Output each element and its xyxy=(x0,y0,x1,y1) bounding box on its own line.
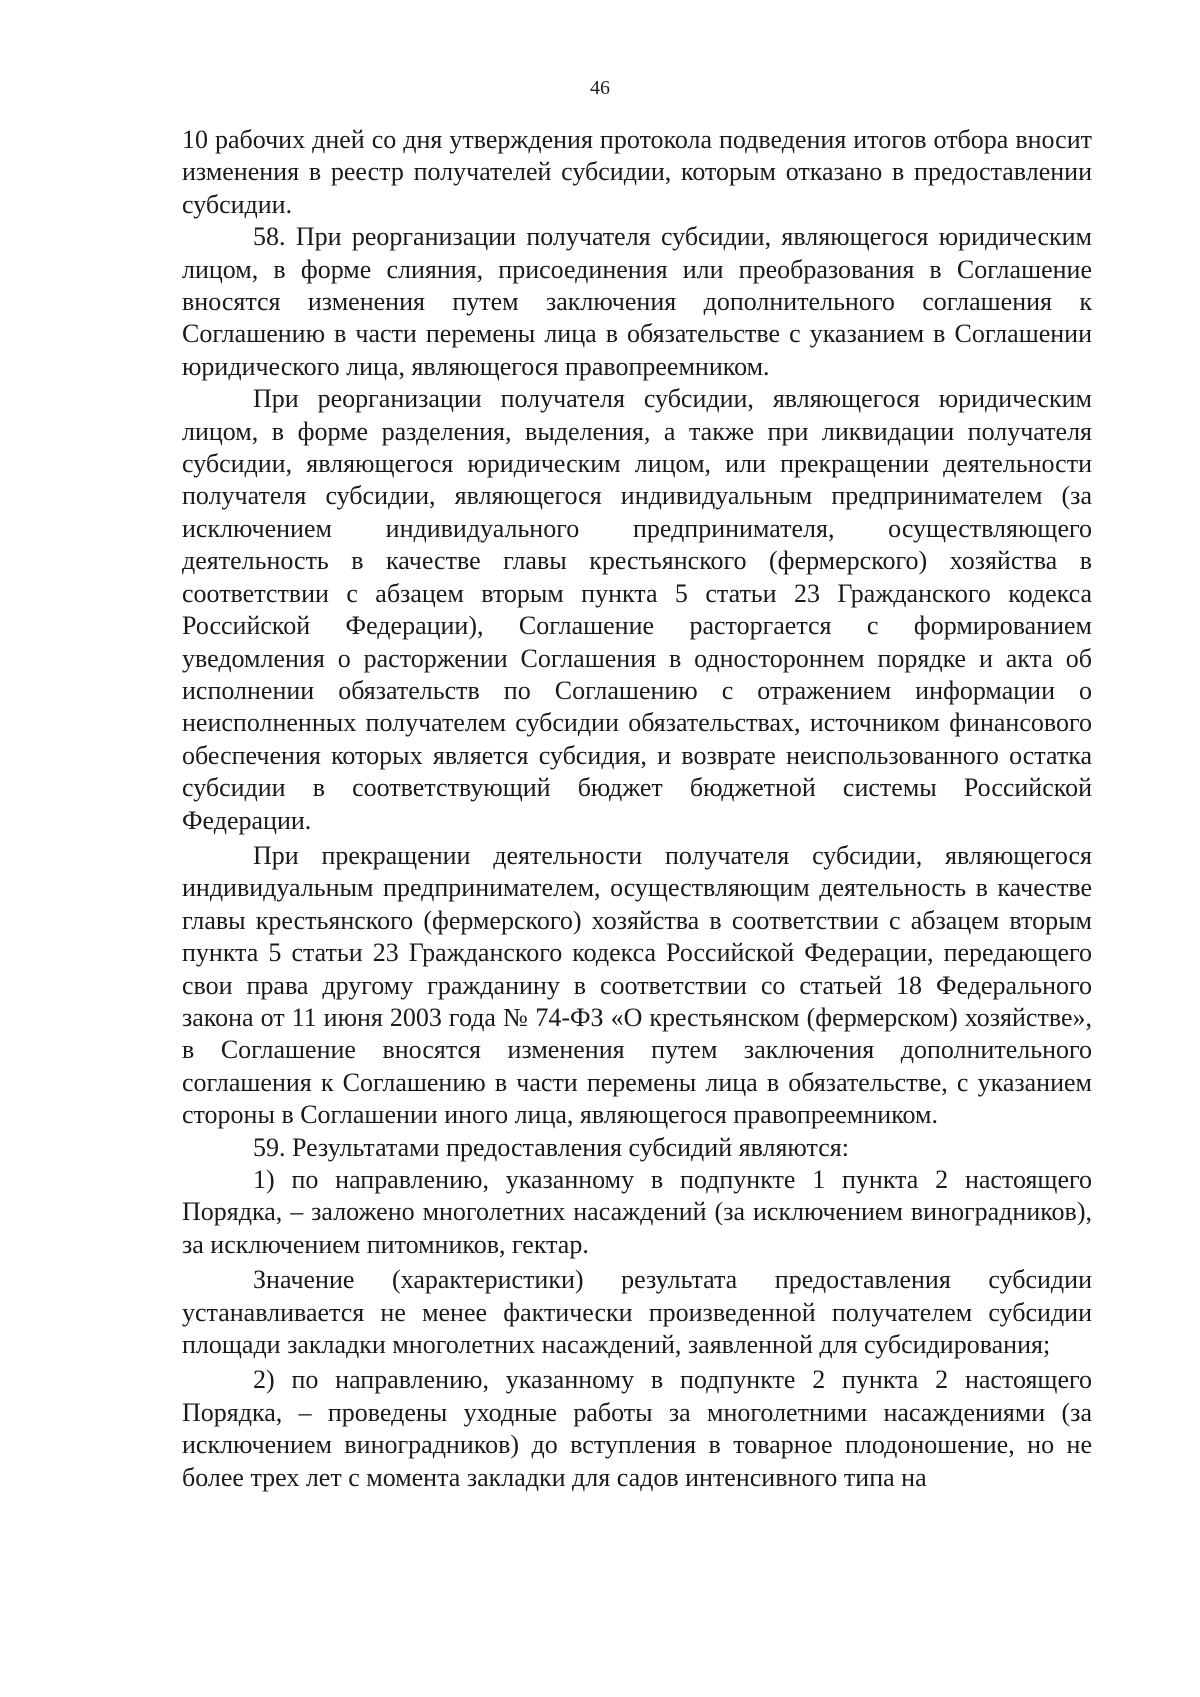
paragraph-termination: При прекращении деятельности получателя субсидии, являющегося индивидуальным предпринимателем, осуществляющим деятельность в качестве главы крестьянского (фермерского) хозяйства в соответствии с абзацем вторым пункта 5 статьи 23 Гражданского кодекса Российской Федерации, передающего свои права другому гражданину в соответствии со статьей 18 Федерального закона от 11 июня 2003 года № 74-ФЗ «О крестьянском (фермерском) хозяйстве», в Соглашение вносятся изменения путем заключения дополнительного соглашения к Соглашению в части перемены лица в обязательстве, с указанием стороны в Соглашении иного лица, являющегося правопреемником. xyxy=(182,840,1092,1130)
list-item-1: 1) по направлению, указанному в подпункте 1 пункта 2 настоящего Порядка, – заложено многолетних насаждений (за исключением виноградников), за исключением питомников, гектар. xyxy=(182,1165,1092,1259)
paragraph-continuation: 10 рабочих дней со дня утверждения протокола подведения итогов отбора вносит изменения в реестр получателей субсидии, которым отказано в предоставлении субсидии. xyxy=(182,125,1092,219)
paragraph-58: 58. При реорганизации получателя субсидии, являющегося юридическим лицом, в форме слияния, присоединения или преобразования в Соглашение вносятся изменения путем заключения дополнительного соглашения к Соглашению в части перемены лица в обязательстве с указанием в Соглашении юридического лица, являющегося правопреемником. xyxy=(182,222,1092,381)
page-number: 46 xyxy=(590,77,610,99)
paragraph-59: 59. Результатами предоставления субсидий являются: xyxy=(253,1132,849,1162)
paragraph-result-value: Значение (характеристики) результата предоставления субсидии устанавливается не менее фактически произведенной получателем субсидии площади закладки многолетних насаждений, заявленной для субсидирования; xyxy=(182,1265,1092,1360)
list-item-2: 2) по направлению, указанному в подпункте 2 пункта 2 настоящего Порядка, – проведены уходные работы за многолетними насаждениями (за исключением виноградников) до вступления в товарное плодоношение, но не более трех лет с момента закладки для садов интенсивного типа на xyxy=(182,1365,1092,1492)
document-body xyxy=(182,124,1092,1494)
paragraph-reorganization: При реорганизации получателя субсидии, являющегося юридическим лицом, в форме разделения, выделения, а также при ликвидации получателя субсидии, являющегося юридическим лицом, или прекращении деятельности получателя субсидии, являющегося индивидуальным предпринимателем (за исключением индивидуального предпринимателя, осуществляющего деятельность в качестве главы крестьянского (фермерского) хозяйства в соответствии с абзацем вторым пункта 5 статьи 23 Гражданского кодекса Российской Федерации), Соглашение расторгается с формированием уведомления о расторжении Соглашения в одностороннем порядке и акта об исполнении обязательств по Соглашению с отражением информации о неисполненных получателем субсидии обязательствах, источником финансового обеспечения которых является субсидия, и возврате неиспользованного остатка субсидии в соответствующий бюджет бюджетной системы Российской Федерации. xyxy=(182,384,1092,835)
